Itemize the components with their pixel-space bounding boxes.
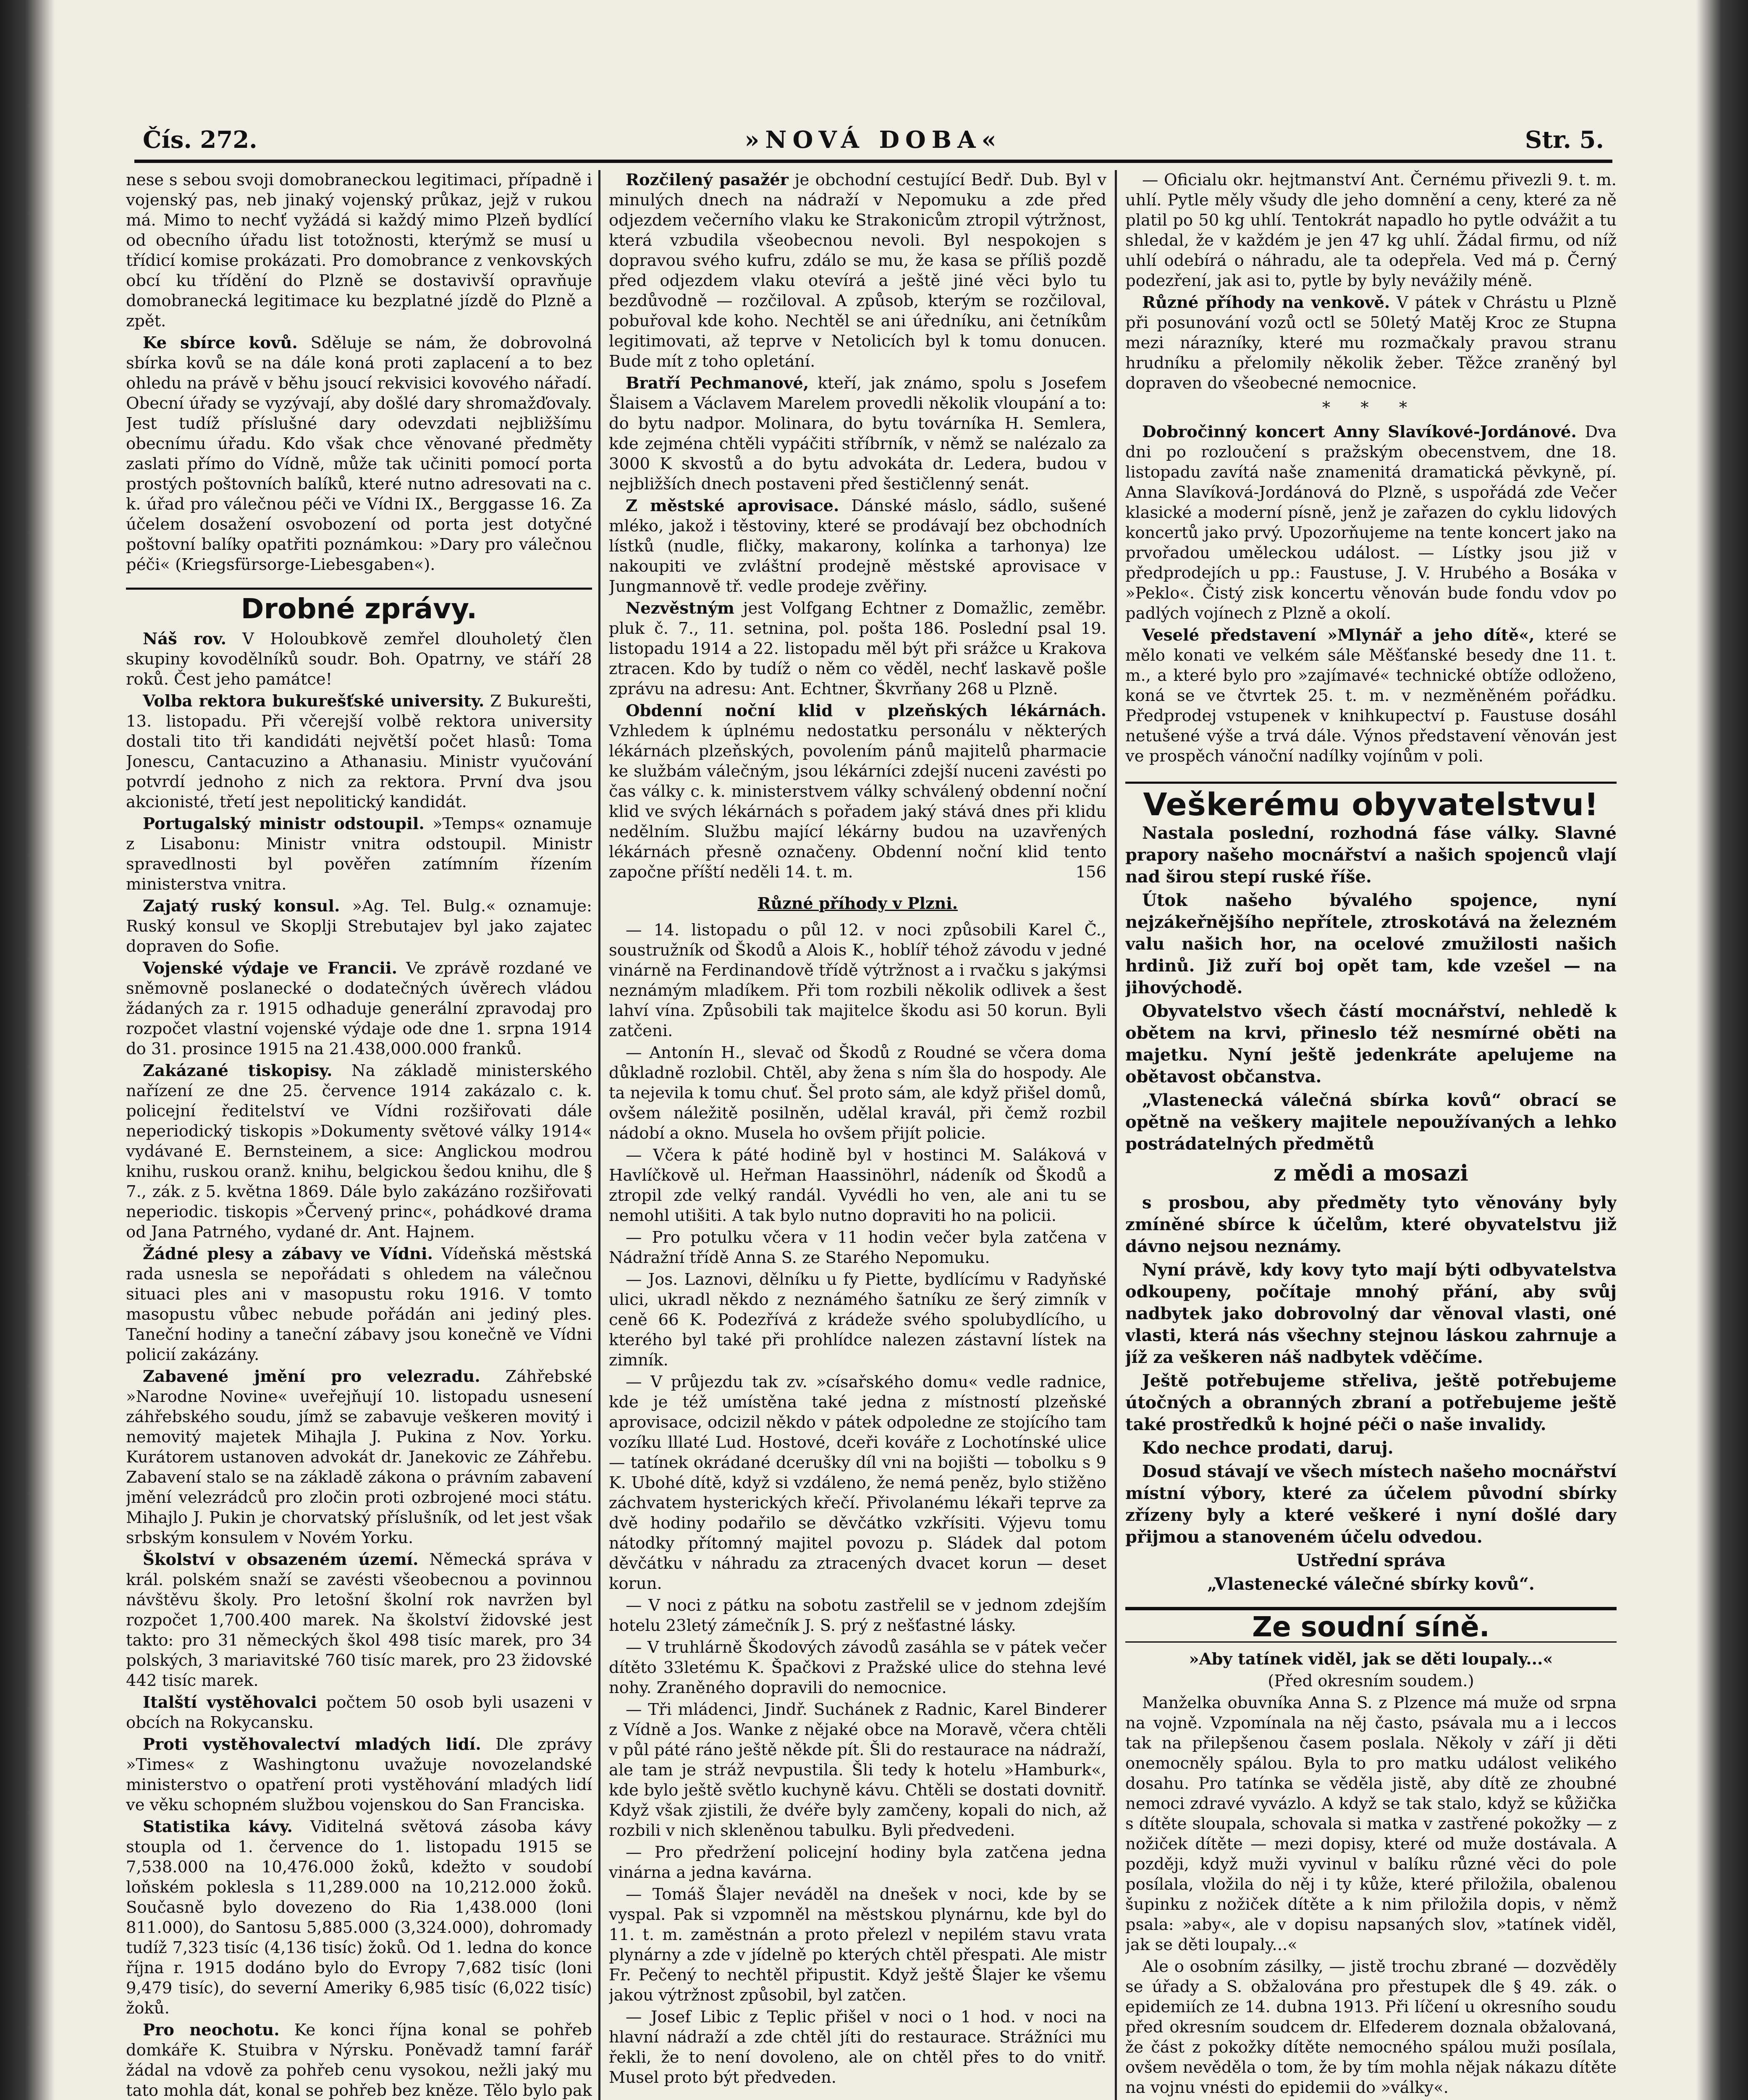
news-item: [609, 701, 1106, 882]
news-item: Nyní právě, kdy kovy tyto mají býti odbyvatelstva odkoupeny, počítaje mnohý přání, aby svůj nadbytek jako dobrovolný dar věnoval vlasti, oné vlasti, která nás všechny stejnou láskou zahrnuje a jíž za veškeren náš nadbytek vděčíme.: [1125, 1260, 1617, 1367]
section-title: Drobné zprávy.: [126, 588, 592, 619]
news-item: — V truhlárně Škodových závodů zasáhla se v pátek večer dítěto 33letému K. Špačkovi z Pražské ulice do stehna levé nohy. Zraněného dopravili do nemocnice.: [609, 1638, 1106, 1697]
appeal-box: [1125, 822, 1617, 1595]
news-item: [609, 373, 1106, 494]
article-paragraph: [1125, 422, 1617, 624]
news-item-lead: Portugalský ministr odstoupil.: [143, 814, 425, 833]
appeal-title: Veškerému obyvatelstvu!: [1125, 782, 1617, 815]
news-list: [126, 629, 592, 2100]
news-item-lead: Rozčilený pasažér: [626, 171, 789, 189]
news-item: Dosud stávají ve všech místech našeho mocnářství místní výbory, které za účelem původní sbírky zřízeny byly a které veškeré i nyní došlé dary přijmou a stanoveném účelu odvedou.: [1125, 1462, 1617, 1547]
news-list: [609, 170, 1106, 882]
news-item-text: Německá správa v král. polském snaží se zavésti všeobecnou a povinnou návštěvu školy. Pro letošní školní rok navržen byl rozpočet 1,700.400 marek. Na školství židovské jest takto: pro 31 německých škol 498 tisíc marek, pro 34 polských, 3 mariavitské 760 tisíc marek, pro 23 židovské 442 tisíc marek.: [126, 1550, 592, 1690]
news-item-lead: Náš rov.: [143, 630, 226, 648]
article-paragraph: [126, 333, 592, 575]
news-item-text: počtem 50 osob byli usazeni v obcích na Rokycansku.: [126, 1693, 592, 1732]
news-item-lead: Italští vystěhovalci: [143, 1693, 317, 1712]
news-item: Kdo nechce prodati, daruj.: [1142, 1438, 1394, 1458]
news-item: — V noci z pátku na sobotu zastřelil se v jednom zdejším hotelu 23letý zámečník J. S. prý z nešťastné lásky.: [609, 1596, 1106, 1635]
news-item-text: Vzhledem k úplnému nedostatku personálu v některých lékárnách plzeňských, povolením pánů majitelů pharmacie ke službám válečným, jsou lékárníci zdejší nuceni zavésti po čas války c. k. ministerstvem války schválený obdenní noční klid ve svých lékárnách s pořadem jaký stává dnes při klidu nedělním. Službu mající lékárny budou na uzavřených lékárnách přesně označeny. Obdenní noční klid tento započne příští neděli 14. t. m.: [609, 722, 1106, 882]
article-text: Sděluje se nám, že dobrovolná sbírka kovů se na dále koná proti zaplacení a to bez ohledu na právě v běhu jsoucí rekvisici kovového nářadí. Obecní úřady se vyzývají, aby došlé dary shromažďovaly. Jest tudíž příslušné dary odevzdati nejbližšímu obecnímu úřadu. Kdo však chce věnované předměty zaslati přímo do Vídně, může tak učiniti pomocí porta prostých poštovních balíků, které nutno adresovati na c. k. úřad pro válečnou péči ve Vídni IX., Berggasse 16. Za účelem dosažení osvobození od porta jest dotyčné poštovní balíky opatřiti poznámkou: »Dary pro válečnou péči« (Kriegsfürsorge-Liebesgaben«).: [126, 333, 592, 574]
news-item-text: Ke konci října konal se pohřeb domkáře K. Stuibra v Nýrsku. Poněvadž tamní farář žádal na vdově za pohřeb cenu vysokou, nežli jaký mu tato mohla dát, konal se pohřeb bez kněze. Tělo bylo pak: [126, 2021, 592, 2100]
news-item-lead: Bratří Pechmanové,: [626, 374, 809, 393]
news-item: [609, 598, 1106, 699]
news-item: [126, 629, 592, 690]
news-item: Manželka obuvníka Anna S. z Plzence má muže od srpna na vojně. Vzpomínala na něj často, psávala mu a i leccos tak na přilepšenou časem poslala. Několy v září ji děti onemocněly spálou. Byla to pro matku událost velikého dosahu. Pro tatínka se věděla jistě, aby dítě ze zhoubné nemoci zdravé vyvázlo. A když se tak stalo, když se kůžička s dítěte sloupala, schovala si matka v zastřené pokožky — z nožiček dítěte — mezi dopisy, které od muže dostávala. A později, když muži vyvinul v balíku různé věci do pole posílala, vložila do něj i ty kůže, které přiložila, obalenou šupinku z nožiček dítěte a k nim přiložila dopis, v němž psala: »aby«, ale v dopisu napsaných slov, »tatínek viděl, jak se děti loupaly...«: [1125, 1693, 1617, 1954]
news-item-text: Dle zprávy »Times« z Washingtonu uvažuje novozelandské ministerstvo o opatření proti vystěhování mladých lidí ve věku schopném službou vojenskou do San Franciska.: [126, 1735, 592, 1814]
news-item-lead: Nezvěstným: [626, 599, 734, 618]
page-header: [134, 122, 1612, 163]
news-item: s prosbou, aby předměty tyto věnovány byly zmíněné sbírce k účelům, které obyvatelstvu již dávno nejsou neznámy.: [1125, 1193, 1617, 1256]
news-item: — Pro předržení policejní hodiny byla zatčena jedna vinárna a jedna kavárna.: [609, 1843, 1106, 1882]
news-item: Ještě potřebujeme střeliva, ještě potřebujeme útočných a obranných zbraní a potřebujeme ještě také prostředků k hojné péči o naše invalidy.: [1125, 1371, 1617, 1434]
news-item: — V průjezdu tak zv. »císařského domu« vedle radnice, kde je též umístěna také jedna z místností plzeňské aprovisace, odcizil někdo v pátek odpoledne ze stojícího tam vozíku lllaté Lud. Hostové, dceři kováře z Lochotínské ulice — tatínek okrádané dcerušky díl vni na bojišti — tobolku s 9 K. Ubohé dítě, když si vzdáleno, že nemá peněz, bylo stižěno záchvatem hysterických křečí. Přivolanému lékaři teprve za dvě hodiny podařilo se děvčátko vzkřísiti. Výjevu tomu nátodky přítomný majitel povozu p. Sládek dal potom děvčátku v náhradu za ztracených dvacet korun — deset korun.: [609, 1373, 1106, 1593]
article-paragraph: nese s sebou svoji domobraneckou legitimaci, případně i vojenský pas, neb jinaký vojenský průkaz, jejž v rukou má. Mimo to nechť vyžádá si každý mimo Plzeň bydlící od obecního úřadu list totožnosti, kterýmž se musí u třídicí komise prokázati. Pro domobrance z venkovských obcí ku třídění do Plzně se dostavivší opravňuje domobranecká legitimace ku bezplatné jízdě do Plzně a zpět.: [126, 171, 592, 331]
news-item: [126, 691, 592, 812]
article-headline-text: »Aby tatínek viděl, jak se děti loupaly...«: [1189, 1650, 1553, 1669]
section-subtitle: Různé příhody v Plzni.: [757, 894, 958, 913]
news-item: [126, 1367, 592, 1548]
news-item: — Jos. Laznovi, dělníku u fy Piette, bydlícímu v Radyňské ulici, ukradl někdo z neznámého šatníku ze šerý zimník v ceně 66 K. Podezřívá z krádeže svého spolubydlícího, u kterého byl také při prohlídce nalezen zástavní lístek na zimník.: [609, 1270, 1106, 1370]
news-item: — Oficialu okr. hejtmanství Ant. Černému přivezli 9. t. m. uhlí. Pytle měly všudy dle jeho domnění a ceny, které za ně platil po 50 kg uhlí. Tentokrát napadlo ho pytle odvážit a tu shledal, že v každém je jen 47 kg uhlí. Žádal firmu, od níž uhlí odebírá o náhradu, ale ta odepřela. Ved má p. Černý podezření, jak asi to, pytle by byly nevážily méně.: [1125, 171, 1617, 290]
news-item: [126, 896, 592, 957]
news-item-text: Záhřebské »Narodne Novine« uveřejňují 10. listopadu usnesení záhřebského soudu, jímž se zabavuje veškeren movitý i nemovitý majetek Mihajla J. Pukina z Nov. Yorku. Kurátorem ustanoven advokát dr. Janekovic ze Záhřebu. Zabavení stalo se na základě zákona o právním zabavení jmění velezrádců pro zločin proti ozbrojené moci státu. Mihajlo J. Pukin je chorvatský příslušník, od let jest však srbským konsulem v Novém Yorku.: [126, 1367, 592, 1547]
article-lead: Ke sbírce kovů.: [143, 333, 298, 352]
news-item-lead: Zajatý ruský konsul.: [143, 897, 340, 916]
news-item: [609, 496, 1106, 597]
news-item-lead: Zakázané tiskopisy.: [143, 1061, 333, 1080]
article-lead: Různé příhody na venkově.: [1142, 293, 1390, 312]
column-divider: [598, 170, 600, 2100]
news-list: [1125, 170, 1617, 291]
news-item-text: Viditelná světová zásoba kávy stoupla od 1. července do 1. listopadu 1915 se 7,538.000 na 10,476.000 žoků, kdežto v soudobí loňském poklesla s 11,289.000 na 10,212.000 žoků. Současně bylo dovezeno do Ria 1,438.000 (loni 811.000), do Santosu 5,885.000 (3,324.000), dohromady tudíž 7,323 tisíc (4,136 tisíc) žoků. Od 1. ledna do konce října r. 1915 dodáno bylo do Evropy 7,682 tisíc (loni 9,479 tisíc), do severní Ameriky 6,985 tisíc (6,022 tisíc) žoků.: [126, 1817, 592, 2018]
news-item-text: Z Bukurešti, 13. listopadu. Při včerejší volbě rektora university dostali tito tři kandidáti největší počet hlasů: Toma Jonescu, Cantacuzino a Athanasiu. Ministr vyučování potvrdí jednoho z nich za rektora. První dva jsou akcionisté, třetí jest nepolitický kandidát.: [126, 692, 592, 811]
separator-stars: * * *: [1322, 398, 1420, 417]
news-item-text: je obchodní cestující Bedř. Dub. Byl v minulých dnech na nádraží v Nepomuku a zde před odjezdem večerního vlaku ke Strakonicům ztropil výtržnost, která vzbudila všeobecnou nevoli. Byl nespokojen s dopravou svého kufru, zdálo se mu, že kasa se příliš pozdě před odjezdem vlaku otevírá a ještě jiné věci bylo tu bezdůvodně — rozčiloval. A způsob, kterým se rozčiloval, pobuřoval kde koho. Nechtěl se ani úředníku, ani četníkům legitimovati, až teprve v Netolicích byl k tomu donucen. Bude mít z toho opletání.: [609, 171, 1106, 371]
article-text: Dva dni po rozloučení s pražským obecenstvem, dne 18. listopadu zavítá naše znamenitá dramatická pěvkyně, pí. Anna Slavíková-Jordánová do Plzně, s uspořádá zde Večer klasické a moderní písně, jenž je zařazen do cyklu lidových koncertů jako prvý. Upozorňujeme na tente koncert jako na prvořadou uměleckou událost. — Lístky jsou již v předprodejích u pp.: Faustuse, J. V. Hrubého a Bosáka v »Peklo«. Čistý zisk koncertu věnován bude fondu vdov po padlých vojínech z Plzně a okolí.: [1125, 423, 1617, 623]
news-list: [609, 920, 1106, 2088]
column-3: [1125, 170, 1617, 2100]
news-item: Ale o osobním zásilky, — jistě trochu zbrané — dozvěděly se úřady a S. obžalována pro přestupek dle § 49. zák. o epidemiích ze 14. dubna 1913. Při líčení u okresního soudu před okresním soudcem dr. Elfederem doznala obžalovaná, že část z pokožky dítěte nemocného spálou muži posílala, ovšem nevěděla o tom, že by tím mohla nějak nákazu dítěte na vojnu vnésti do epidemii do »války«.: [1125, 1957, 1617, 2097]
news-item: — Josef Libic z Teplic přišel v noci o 1 hod. v noci na hlavní nádraží a zde chtěl jíti do restaurace. Strážníci mu řekli, že to není dovoleno, ale on chtěl přes to do vnitř. Musel proto být předveden.: [609, 2008, 1106, 2087]
issue-number: Čís. 272.: [143, 126, 257, 154]
news-item: [126, 2020, 592, 2100]
news-item: Nastala poslední, rozhodná fáse války. Slavné prapory našeho mocnářství a našich spojenců vlají nad širou stepí ruské říše.: [1125, 823, 1617, 887]
news-item: — Tři mládenci, Jindř. Suchánek z Radnic, Karel Binderer z Vídně a Jos. Wanke z nějaké obce na Moravě, včera chtěli v půl páté ráno ještě někde pít. Šli do restaurace na nádraží, ale tam je stráž nevpustila. Šli tedy k hotelu »Hamburk«, kde bylo ještě světlo kuchyně kávu. Chtěli se dostati dovnitř. Když však zjistili, že dvéře byly zamčeny, kopali do nich, až rozbili v nich skleněnou tabulku. Byli předvedeni.: [609, 1700, 1106, 1840]
news-item: [126, 1244, 592, 1365]
appeal-highlight: z mědi a mosazi: [1274, 1160, 1468, 1186]
news-item-lead: Vojenské výdaje ve Francii.: [143, 959, 398, 978]
news-item: Obyvatelstvo všech částí mocnářství, nehledě k obětem na krvi, přineslo též nesmírné oběti na majetku. Nyní ještě jedenkráte apelujeme na obětavost občanstva.: [1125, 1001, 1617, 1087]
news-item-lead: Zabavené jmění pro velezradu.: [143, 1367, 480, 1386]
news-item-lead: Statistika kávy.: [143, 1817, 293, 1836]
article-body: [1125, 1693, 1617, 2098]
news-item-lead: Školství v obsazeném území.: [143, 1550, 419, 1569]
article-lead: Dobročinný koncert Anny Slavíkové-Jordánové.: [1142, 423, 1577, 441]
page-number: Str. 5.: [1525, 126, 1604, 154]
news-item-lead: Proti vystěhovalectví mladých lidí.: [143, 1735, 481, 1754]
news-item: [126, 958, 592, 1059]
news-item: [126, 1693, 592, 1733]
news-item: [609, 170, 1106, 372]
news-item-text: »Ag. Tel. Bulg.« oznamuje: Ruský konsul ve Skoplji Strebutajev byl jako zajatec dopraven do Sofie.: [126, 897, 592, 956]
news-item-text: Na základě ministerského nařízení ze dne 25. července 1914 zakázalo c. k. policejní ředitelství ve Vídni rozšiřovati dále neperiodický tiskopis »Dokumenty světové války 1914« vydávané E. Bernsteinem, a sice: Anglickou modrou knihu, ruskou oranž. knihu, belgickou šedou knihu, dle § 7., zák. z 5. května 1869. Dále bylo zakázáno rozšiřovati neperiodic. tiskopis »Červený princ«, pohádkové drama od Jana Patrného, vydané dr. Ant. Hajnem.: [126, 1061, 592, 1242]
appeal-text: [1125, 1192, 1617, 1548]
news-item: [126, 1550, 592, 1691]
article-text: V pátek v Chrástu u Plzně při posunování vozů octl se 50letý Matěj Kroc ze Stupna mezi nárazníky, které mu rozmačkaly pravou stranu hrudníku a přelomily několik žeber. Těžce zraněný byl dopraven do všeobecné nemocnice.: [1125, 293, 1617, 393]
article-text: které se mělo konati ve velkém sále Měšťanské besedy dne 11. t. m., a které bylo pro »zajímavé« technické obtíže odloženo, koná se ve čtvrtek 25. t. m. v nezměněném pořádku. Předprodej vstupenek v knihkupectví p. Faustuse dosáhl netušené výše a trvá dále. Výnos představení věnován jest ve prospěch vánoční nadílky vojínům v poli.: [1125, 626, 1617, 766]
newspaper-title: »NOVÁ DOBA«: [744, 126, 1002, 154]
article-headline: [1125, 1649, 1617, 1670]
column-divider: [1115, 170, 1117, 2100]
news-item: Útok našeho bývalého spojence, nyní nejzákeřnějšího nepřítele, ztroskotává na železném valu našich hor, na ocelové zmužilosti našich hrdinů. Již zuří boj opět tam, kde vzešel — na jihovýchodě.: [1125, 890, 1617, 998]
news-item: [126, 1735, 592, 1815]
news-item: — Antonín H., slevač od Škodů z Roudné se včera doma důkladně rozlobil. Chtěl, aby žena s ním šla do hospody. Ale ta nejevila k tomu chuť. Šel proto sám, ale když přišel domů, ovšem náležitě posilněn, udělal kravál, při čemž rozbil nádobí a okno. Musela ho ovšem přijít policie.: [609, 1043, 1106, 1143]
news-item: — Včera k páté hodině byl v hostinci M. Saláková v Havlíčkově ul. Heřman Haassinöhrl, nádeník od Škodů a ztropil zde velký randál. Vyvédli ho ven, ale ani tu se nemohl utišiti. A tak bylo nutno dopraviti ho na policii.: [609, 1146, 1106, 1225]
news-item-text: »Temps« oznamuje z Lisabonu: Ministr vnitra odstoupil. Ministr spravedlnosti byl pověřen zatímním řízením ministerstva vnitra.: [126, 814, 592, 894]
news-item: [126, 1817, 592, 2019]
appeal-signature: „Vlastenecké válečné sbírky kovů“.: [1207, 1574, 1535, 1594]
news-item: — Pro potulku včera v 11 hodin večer byla zatčena v Nádražní třídě Anna S. ze Starého Nepomuku.: [609, 1228, 1106, 1267]
article-lead: Veselé představení »Mlynář a jeho dítě«,: [1142, 626, 1535, 645]
news-item-text: jest Volfgang Echtner z Domažlic, zeměbr. pluk č. 7., 11. setnina, pol. pošta 186. Poslední psal 19. listopadu 1914 a 22. listopadu měl být při srážce u Krakova ztracen. Kdo by tudíž o něm co věděl, nechť laskavě pošle zprávu na adresu: Ant. Echtner, Škvrňany 268 u Plzně.: [609, 599, 1106, 698]
news-item-lead: Z městské aprovisace.: [626, 496, 839, 515]
news-item-code: 156: [1075, 863, 1106, 882]
column-2: [609, 170, 1106, 2100]
article-subheadline: (Před okresním soudem.): [1268, 1672, 1474, 1690]
news-item-text: Vídeňská městská rada usnesla se nepořádati s ohledem na válečnou situaci ples ani v masopustu roku 1916. V tomto masopustu vůbec nebude pořádán ani jediný ples. Taneční hodiny a taneční zábavy jsou konečně ve Vídni policií zakázány.: [126, 1244, 592, 1364]
news-item-text: Dánské máslo, sádlo, sušené mléko, jakož i těstoviny, které se prodávají bez obchodních lístků (nudle, fličky, makarony, kolínka a tarhonya) lze nakoupiti ve zvláštní prodejně městské aprovisace v Jungmannově tř. vedle prodeje zvěřiny.: [609, 496, 1106, 596]
news-item: — 14. listopadu o půl 12. v noci způsobili Karel Č., soustružník od Škodů a Alois K., hoblíř téhož závodu v jedné vinárně na Ferdinandově třídě výtržnost a i rvačku s jakýmsi neznámým mladíkem. Při tom rozbili několik odlivek a šest lahví vína. Způsobili tak majitelce škodu asi 50 korun. Byli zatčeni.: [609, 921, 1106, 1040]
news-item: [126, 814, 592, 895]
article-paragraph: [1125, 293, 1617, 394]
appeal-signature: Ustřední správa: [1296, 1551, 1446, 1570]
news-item-lead: Volba rektora bukurešťské university.: [143, 692, 485, 711]
article-paragraph: [1125, 625, 1617, 766]
news-item-lead: Obdenní noční klid v plzeňských lékárnách.: [626, 701, 1106, 720]
news-item-lead: Pro neochotu.: [143, 2021, 280, 2040]
news-item-lead: Žádné plesy a zábavy ve Vídni.: [143, 1244, 433, 1263]
appeal-text: [1125, 822, 1617, 1155]
news-item-text: V Holoubkově zemřel dlouholetý člen skupiny kovodělníků soudr. Boh. Opatrny, ve stáří 28 roků. Čest jeho památce!: [126, 630, 592, 689]
news-item-text: Ve zprávě rozdané ve sněmovně poslanecké o dodatečných úvěrech vládou žádaných za r. 1915 odhaduje generální zpravodaj pro rozpočet vlastní vojenské výdaje ode dne 1. srpna 1914 do 31. prosince 1915 na 21.438,000.000 franků.: [126, 959, 592, 1058]
news-item: [126, 1061, 592, 1242]
column-1: [126, 170, 592, 2100]
news-item-text: kteří, jak známo, spolu s Josefem Šlaisem a Václavem Marelem provedli několik vloupání a to: do bytu nadpor. Molinara, do bytu továrníka H. Semlera, kde zejména chtěli vypáčiti stříbrník, v němž se nalézalo za 3000 K skvostů a do bytu advokáta dr. Ledera, budou v nejbližších dnech postaveni před šestičlenný senát.: [609, 374, 1106, 494]
news-item: „Vlastenecká válečná sbírka kovů“ obrací se opětně na veškery majitele nepoužívaných a lehko postrádatelných předmětů: [1125, 1090, 1617, 1154]
section-title: Ze soudní síně.: [1125, 1607, 1617, 1643]
news-item: — Tomáš Šlajer neváděl na dnešek v noci, kde by se vyspal. Pak si vzpomněl na městskou plynárnu, kde byl do 11. t. m. zaměstnán a proto přelezl v nepilém stavu vrata plynárny a zde v jídelně po kterých chtěl přespati. Ale mistr Fr. Pečený to nechtěl připustit. Když ještě Šlajer ke všemu jakou výtržnost způsobil, byl zatčen.: [609, 1885, 1106, 2005]
